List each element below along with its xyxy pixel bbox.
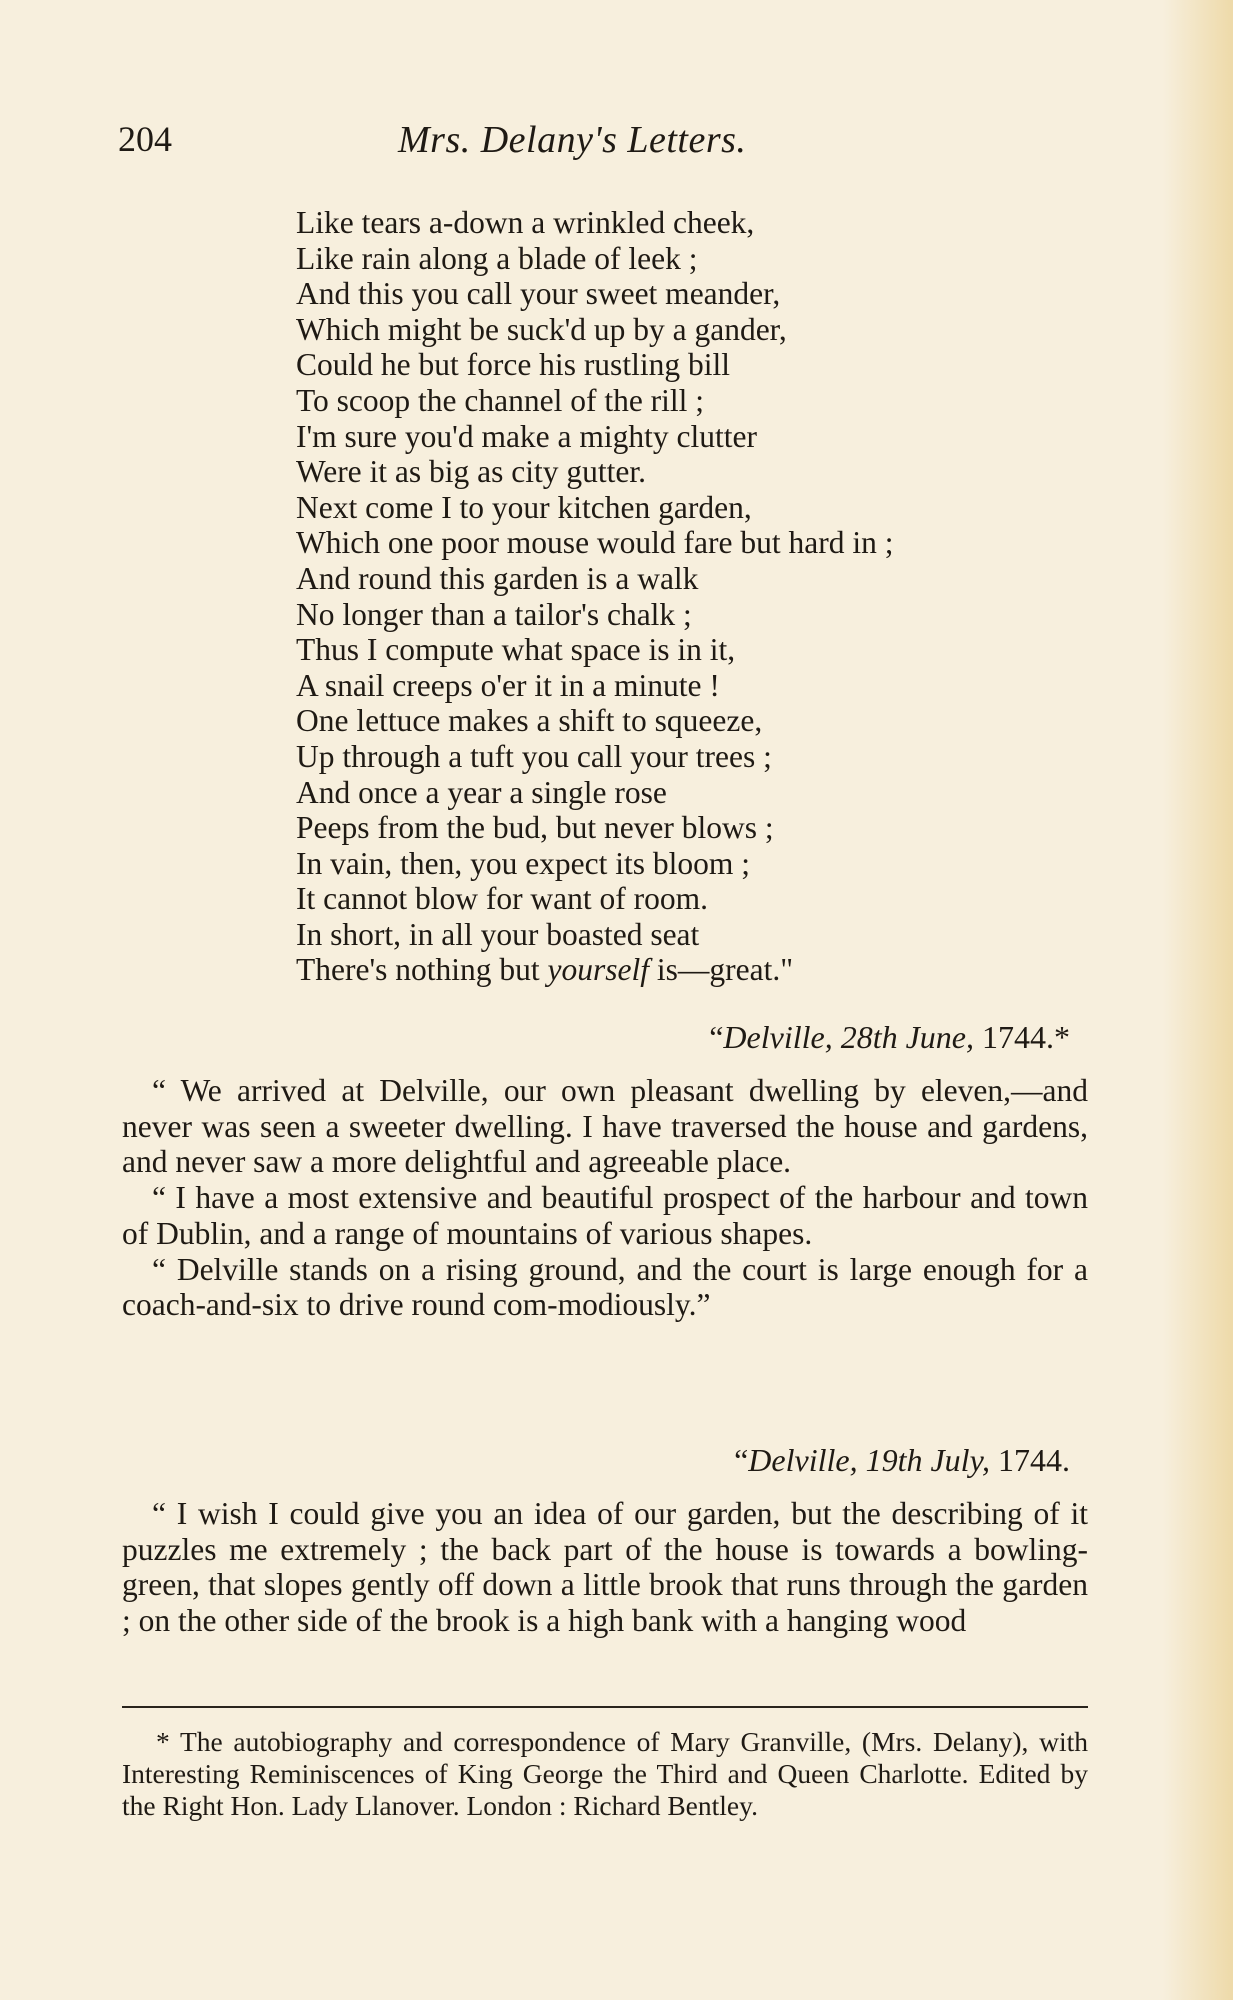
dateline-year: 1744.* [974, 1019, 1070, 1055]
poem-line: In vain, then, you expect its bloom ; [296, 845, 751, 881]
dateline-place: Delville, [723, 1019, 833, 1055]
poem-line: Which one poor mouse would fare but hard in ; [296, 525, 894, 561]
poem-line: I'm sure you'd make a mighty clutter [296, 418, 757, 454]
running-head [118, 118, 1118, 168]
poem-line: Could he but force his rustling bill [296, 347, 730, 383]
poem-line: Thus I compute what space is in it, [296, 632, 736, 668]
letter-body-2 [122, 1496, 1088, 1639]
footnote-divider [122, 1706, 1088, 1708]
poem-line: One lettuce makes a shift to squeeze, [296, 703, 763, 739]
poem-line: Peeps from the bud, but never blows ; [296, 810, 774, 846]
paragraph: “ I have a most extensive and beautiful prospect of the harbour and town of Dublin, and a range of mountains of various shapes. [122, 1180, 1088, 1251]
poem-last-line-end: is—great." [649, 952, 794, 988]
poem-line: Like rain along a blade of leek ; [296, 240, 698, 276]
poem [296, 205, 1116, 988]
dateline-place: Delville, [748, 1442, 858, 1478]
poem-line: Up through a tuft you call your trees ; [296, 738, 772, 774]
poem-line: In short, in all your boasted seat [296, 916, 700, 952]
poem-line: It cannot blow for want of room. [296, 881, 709, 917]
paragraph: “ Delville stands on a rising ground, and the court is large enough for a coach-and-six to drive round com-modiously.” [122, 1251, 1088, 1323]
paragraph: “ We arrived at Delville, our own pleasant dwelling by eleven,—and never was seen a sweeter dwelling. I have traversed the house and gardens, and never saw a more delightful and agreeable place. [122, 1073, 1088, 1180]
poem-last-line-start: There's nothing but [296, 952, 548, 988]
poem-line: And round this garden is a walk [296, 560, 699, 596]
poem-line: A snail creeps o'er it in a minute ! [296, 667, 720, 703]
dateline-quote: “ [734, 1442, 749, 1478]
dateline-quote: “ [709, 1019, 724, 1055]
paragraph: “ I wish I could give you an idea of our garden, but the describing of it puzzles me extremely ; the back part of the house is towards a bowling-green, that slopes gently off down a little brook that runs through the garden ; on the other side of the brook is a high bank with a hanging wood [122, 1496, 1088, 1639]
poem-line: To scoop the channel of the rill ; [296, 382, 705, 418]
dateline-year: 1744. [990, 1442, 1070, 1478]
poem-line: And this you call your sweet meander, [296, 276, 781, 312]
poem-line: And once a year a single rose [296, 774, 667, 810]
letter-body-1 [122, 1073, 1088, 1323]
poem-line: No longer than a tailor's chalk ; [296, 596, 692, 632]
poem-emphasis: yourself [547, 952, 649, 988]
letter-dateline-1 [120, 1019, 1070, 1056]
footnote-text: * The autobiography and correspondence of Mary Granville, (Mrs. Delany), with Interesting Reminiscences of King George the Third and Queen Charlotte. Edited by the Right Hon. Lady Llanover. London : Richard Bentley. [122, 1726, 1088, 1821]
dateline-day: 28th June, [832, 1019, 974, 1055]
poem-last-line [296, 952, 1116, 988]
poem-line: Like tears a-down a wrinkled cheek, [296, 205, 755, 240]
poem-line: Which might be suck'd up by a gander, [296, 311, 787, 347]
letter-dateline-2 [120, 1442, 1070, 1479]
footnote [122, 1726, 1088, 1822]
dateline-day: 19th July, [857, 1442, 990, 1478]
running-title: Mrs. Delany's Letters. [398, 119, 747, 161]
poem-line: Were it as big as city gutter. [296, 454, 646, 490]
poem-line: Next come I to your kitchen garden, [296, 489, 752, 525]
page-number: 204 [118, 119, 172, 159]
